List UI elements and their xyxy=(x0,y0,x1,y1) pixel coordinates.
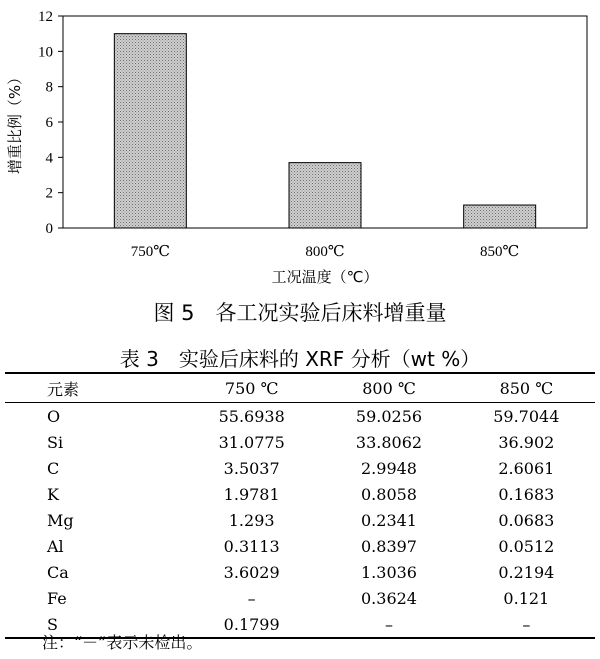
table-row xyxy=(5,455,595,481)
table-row xyxy=(5,507,595,533)
y-tick-label: 8 xyxy=(45,79,53,96)
value-cell: 59.0256 xyxy=(355,406,423,426)
value-cell: 1.3036 xyxy=(361,562,417,582)
y-tick-label: 6 xyxy=(45,115,53,131)
x-tick-label: 800℃ xyxy=(305,244,345,260)
value-cell: 0.0683 xyxy=(498,510,555,530)
y-tick-label: 10 xyxy=(38,44,53,61)
value-cell: 0.8397 xyxy=(361,536,417,556)
x-tick-label: 750℃ xyxy=(130,244,170,260)
header-element: 元素 xyxy=(47,379,80,399)
figure-caption: 图 5 各工况实验后床料增重量 xyxy=(153,301,447,325)
value-cell: 3.6029 xyxy=(223,562,280,582)
header-800: 800 ℃ xyxy=(362,378,416,398)
value-cell: – xyxy=(522,614,531,634)
x-tick-label: 850℃ xyxy=(480,244,520,260)
xrf-table xyxy=(5,372,595,639)
element-cell: Si xyxy=(47,432,64,452)
value-cell: 0.2194 xyxy=(498,562,555,582)
table-row xyxy=(5,533,595,559)
table-row xyxy=(5,559,595,585)
value-cell: 59.7044 xyxy=(493,406,560,426)
value-cell: 36.902 xyxy=(498,432,555,452)
bar xyxy=(114,34,186,228)
y-axis-label: 增重比例（%） xyxy=(6,69,24,175)
value-cell: 0.1683 xyxy=(498,484,555,504)
value-cell: – xyxy=(247,588,256,608)
element-cell: K xyxy=(47,484,59,504)
table-header-row xyxy=(5,373,595,403)
element-cell: S xyxy=(47,614,58,634)
y-tick-label: 2 xyxy=(45,185,53,202)
table-row xyxy=(5,481,595,507)
value-cell: 1.9781 xyxy=(223,484,280,504)
y-tick-label: 0 xyxy=(45,221,53,237)
value-cell: 0.121 xyxy=(503,588,550,608)
value-cell: 31.0775 xyxy=(218,432,285,452)
value-cell: 0.3113 xyxy=(223,536,280,556)
value-cell: 0.8058 xyxy=(361,484,417,504)
element-cell: C xyxy=(47,458,60,478)
element-cell: Ca xyxy=(47,562,69,582)
bar xyxy=(464,205,536,228)
table-caption: 表 3 实验后床料的 XRF 分析（wt %） xyxy=(119,347,481,371)
bar-chart xyxy=(0,0,600,295)
value-cell: 0.3624 xyxy=(361,588,417,608)
value-cell: 0.1799 xyxy=(223,614,280,634)
value-cell: 2.6061 xyxy=(498,458,555,478)
table-row xyxy=(5,429,595,455)
element-cell: Mg xyxy=(47,510,74,530)
value-cell: 55.6938 xyxy=(218,406,285,426)
value-cell: 0.2341 xyxy=(361,510,417,530)
bar xyxy=(289,163,361,228)
element-cell: Al xyxy=(47,536,64,556)
value-cell: 0.0512 xyxy=(498,536,555,556)
table-row xyxy=(5,403,595,430)
element-cell: O xyxy=(47,406,61,426)
header-750: 750 ℃ xyxy=(224,378,279,398)
value-cell: 1.293 xyxy=(228,510,275,530)
x-axis-label: 工况温度（℃） xyxy=(271,268,379,286)
value-cell: 3.5037 xyxy=(223,458,280,478)
element-cell: Fe xyxy=(47,588,67,608)
header-850: 850 ℃ xyxy=(499,378,554,398)
value-cell: – xyxy=(384,614,393,634)
value-cell: 2.9948 xyxy=(361,458,417,478)
table-row xyxy=(5,585,595,611)
value-cell: 33.8062 xyxy=(355,432,423,452)
y-tick-label: 4 xyxy=(45,150,53,167)
y-tick-label: 12 xyxy=(38,9,53,25)
table-note: 注：“－”表示未检出。 xyxy=(42,633,203,652)
